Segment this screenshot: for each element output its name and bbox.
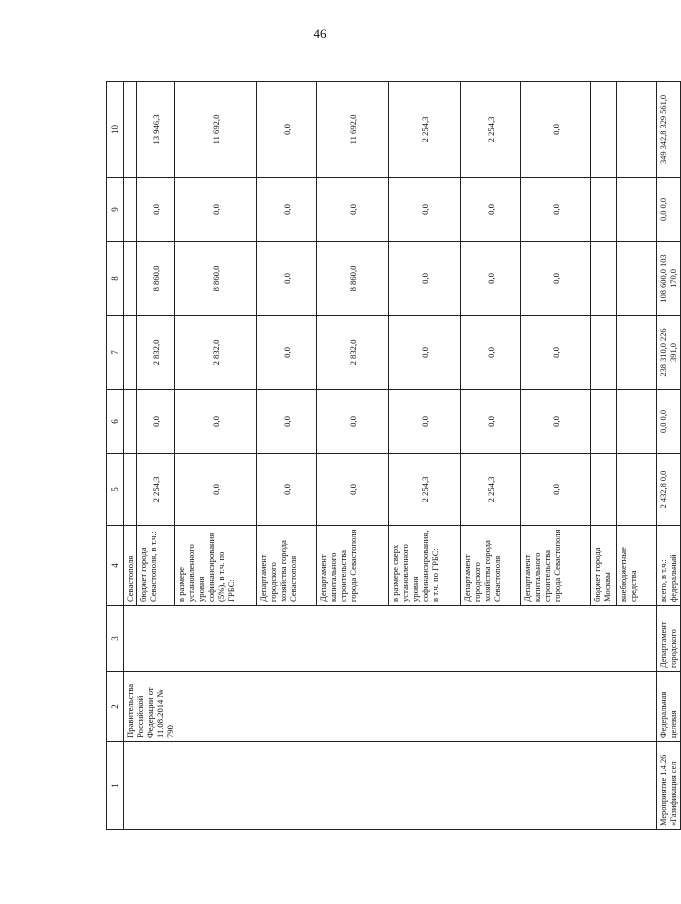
page-number: 46 — [313, 26, 327, 41]
cell-col4: в размере установленного уровня софинансирования (5%), в т.ч. по ГРБС: — [175, 526, 257, 606]
header-cell: 8 — [107, 242, 124, 316]
header-cell: 7 — [107, 316, 124, 390]
cell-col10 — [591, 82, 617, 178]
cell-col6: 0,0 — [175, 390, 257, 454]
cell-col7: 2 832,0 — [317, 316, 389, 390]
cell-col4: Департамент городского хозяйства города Севастополя — [257, 526, 317, 606]
cell-col9 — [591, 178, 617, 242]
cell-col5: 2 254,3 — [389, 454, 461, 526]
cell-col8: 108 600,0 103 170,0 — [657, 242, 681, 316]
cell-col9: 0,0 — [257, 178, 317, 242]
cell-col10: 2 254,3 — [389, 82, 461, 178]
cell-col4: бюджет города Севастополя, в т.ч.: — [137, 526, 175, 606]
cell-col9 — [124, 178, 137, 242]
cell-col5: 2 432,8 0,0 — [657, 454, 681, 526]
cell-col5 — [124, 454, 137, 526]
cell-col1: Мероприятие 1.4.26 «Газификация сел — [657, 742, 681, 830]
cell-col9: 0,0 0,0 — [657, 178, 681, 242]
cell-col9: 0,0 — [521, 178, 591, 242]
cell-col7 — [591, 316, 617, 390]
cell-col8: 8 860,0 — [137, 242, 175, 316]
cell-col10: 13 946,3 — [137, 82, 175, 178]
cell-col9: 0,0 — [137, 178, 175, 242]
header-cell: 10 — [107, 82, 124, 178]
cell-col3: Департамент городского — [657, 606, 681, 672]
cell-col10 — [124, 82, 137, 178]
cell-col5: 0,0 — [317, 454, 389, 526]
cell-col8: 0,0 — [521, 242, 591, 316]
cell-col4: в размере сверх установленного уровня софинансирования, в т.ч. по ГРБС: — [389, 526, 461, 606]
cell-col10: 11 692,0 — [175, 82, 257, 178]
cell-col2: Федеральная целевая — [657, 672, 681, 742]
cell-col7 — [124, 316, 137, 390]
cell-col6: 0,0 — [521, 390, 591, 454]
cell-col6: 0,0 — [317, 390, 389, 454]
cell-col10 — [617, 82, 657, 178]
cell-col4: Департамент капитального строительства города Севастополя — [317, 526, 389, 606]
cell-col8 — [617, 242, 657, 316]
cell-col6: 0,0 — [389, 390, 461, 454]
cell-col7: 0,0 — [389, 316, 461, 390]
cell-col9: 0,0 — [389, 178, 461, 242]
cell-col6: 0,0 0,0 — [657, 390, 681, 454]
cell-col5: 0,0 — [257, 454, 317, 526]
cell-col2: Правительства Российской Федерации от 11.08.2014 № 790 — [124, 672, 657, 742]
cell-col8: 0,0 — [389, 242, 461, 316]
cell-col7: 238 310,0 226 391,0 — [657, 316, 681, 390]
cell-col7: 2 832,0 — [175, 316, 257, 390]
cell-col6: 0,0 — [461, 390, 521, 454]
cell-col10: 2 254,3 — [461, 82, 521, 178]
cell-col5 — [591, 454, 617, 526]
cell-col10: 11 692,0 — [317, 82, 389, 178]
cell-col8: 8 860,0 — [175, 242, 257, 316]
cell-col7: 0,0 — [257, 316, 317, 390]
cell-col5: 2 254,3 — [461, 454, 521, 526]
cell-col8: 0,0 — [257, 242, 317, 316]
cell-col7: 0,0 — [521, 316, 591, 390]
cell-col6: 0,0 — [137, 390, 175, 454]
cell-col5 — [617, 454, 657, 526]
cell-col6: 0,0 — [257, 390, 317, 454]
cell-col6 — [124, 390, 137, 454]
cell-col4: Севастополя — [124, 526, 137, 606]
budget-table — [106, 81, 681, 830]
cell-col10: 0,0 — [521, 82, 591, 178]
cell-col4: бюджет города Москвы — [591, 526, 617, 606]
cell-col7 — [617, 316, 657, 390]
cell-col4: всего, в т.ч.: федеральный — [657, 526, 681, 606]
cell-col3 — [124, 606, 657, 672]
cell-col10: 0,0 — [257, 82, 317, 178]
cell-col5: 2 254,3 — [137, 454, 175, 526]
header-cell: 9 — [107, 178, 124, 242]
header-cell: 4 — [107, 526, 124, 606]
cell-col6 — [617, 390, 657, 454]
header-cell: 5 — [107, 454, 124, 526]
header-cell: 6 — [107, 390, 124, 454]
cell-col7: 0,0 — [461, 316, 521, 390]
cell-col1 — [124, 742, 657, 830]
header-cell: 2 — [107, 672, 124, 742]
cell-col8: 0,0 — [461, 242, 521, 316]
header-cell: 1 — [107, 742, 124, 830]
table-row — [124, 82, 137, 830]
header-row — [107, 82, 124, 830]
table-row — [657, 82, 681, 830]
cell-col6 — [591, 390, 617, 454]
cell-col9 — [617, 178, 657, 242]
cell-col9: 0,0 — [317, 178, 389, 242]
cell-col5: 0,0 — [521, 454, 591, 526]
cell-col8 — [124, 242, 137, 316]
cell-col10: 349 342,8 329 561,0 — [657, 82, 681, 178]
cell-col8: 8 860,0 — [317, 242, 389, 316]
cell-col9: 0,0 — [461, 178, 521, 242]
cell-col9: 0,0 — [175, 178, 257, 242]
cell-col7: 2 832,0 — [137, 316, 175, 390]
cell-col4: Департамент капитального строительства города Севастополя — [521, 526, 591, 606]
cell-col8 — [591, 242, 617, 316]
header-cell: 3 — [107, 606, 124, 672]
cell-col4: Департамент городского хозяйства города Севастополя — [461, 526, 521, 606]
cell-col5: 0,0 — [175, 454, 257, 526]
rotated-table-container — [106, 82, 678, 830]
cell-col4: внебюджетные средства — [617, 526, 657, 606]
